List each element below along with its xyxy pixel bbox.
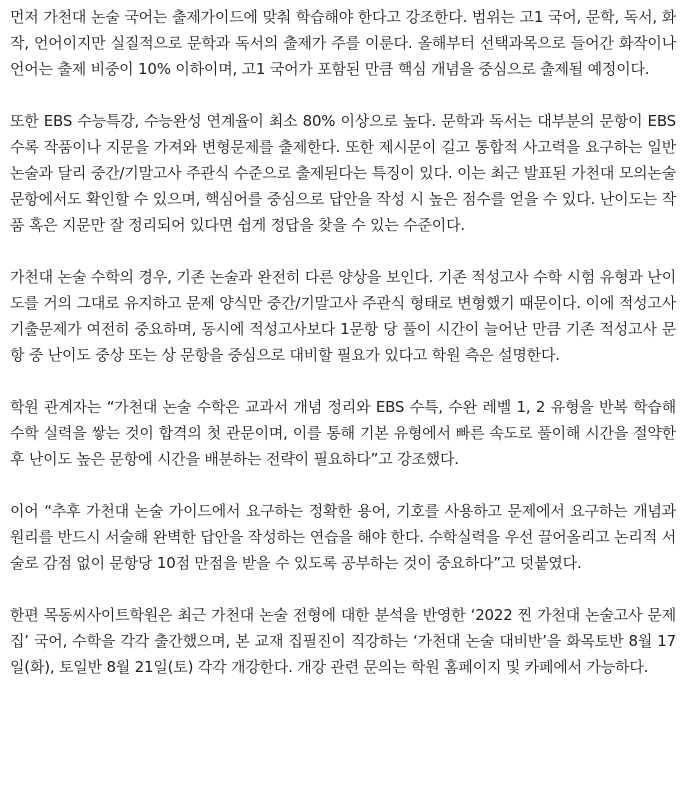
article-paragraph-4: 학원 관계자는 “가천대 논술 수학은 교과서 개념 정리와 EBS 수특, 수완 레벨 1, 2 유형을 반복 학습해 수학 실력을 쌓는 것이 합격의 첫 관문이며, 이를 통해 기본 유형에서 빠른 속도로 풀이해 시간을 절약한 후 난이도 높은 문항에 시간을 배분하는 전략이 필요하다”고 강조했다.: [10, 398, 676, 468]
article-paragraph-5: 이어 “추후 가천대 논술 가이드에서 요구하는 정확한 용어, 기호를 사용하고 문제에서 요구하는 개념과 원리를 반드시 서술해 완벽한 답안을 작성하는 연습을 해야 한다. 수학실력을 우선 끌어올리고 논리적 서술로 감점 없이 문항당 10점 만점을 받을 수 있도록 공부하는 것이 중요하다”고 덧붙였다.: [10, 502, 676, 572]
article-paragraph-6: 한편 목동씨사이트학원은 최근 가천대 논술 전형에 대한 분석을 반영한 ‘2022 찐 가천대 논술고사 문제집’ 국어, 수학을 각각 출간했으며, 본 교재 집필진이 직강하는 ‘가천대 논술 대비반’을 화목토반 8월 17일(화), 토일반 8월 21일(토) 각각 개강한다. 개강 관련 문의는 학원 홈페이지 및 카페에서 가능하다.: [10, 606, 676, 676]
article-paragraph-1: 먼저 가천대 논술 국어는 출제가이드에 맞춰 학습해야 한다고 강조한다. 범위는 고1 국어, 문학, 독서, 화작, 언어이지만 실질적으로 문학과 독서의 출제가 주를 이룬다. 올해부터 선택과목으로 들어간 화작이나 언어는 출제 비중이 10% 이하이며, 고1 국어가 포함된 만큼 핵심 개념을 중심으로 출제될 예정이다.: [10, 8, 676, 78]
article-paragraph-3: 가천대 논술 수학의 경우, 기존 논술과 완전히 다른 양상을 보인다. 기존 적성고사 수학 시험 유형과 난이도를 거의 그대로 유지하고 문제 양식만 중간/기말고사 주관식 형태로 변형했기 때문이다. 이에 적성고사 기출문제가 여전히 중요하며, 동시에 적성고사보다 1문항 당 풀이 시간이 늘어난 만큼 기존 적성고사 문항 중 난이도 중상 또는 상 문항을 중심으로 대비할 필요가 있다고 학원 측은 설명한다.: [10, 268, 676, 364]
article-paragraph-2: 또한 EBS 수능특강, 수능완성 연계율이 최소 80% 이상으로 높다. 문학과 독서는 대부분의 문항이 EBS 수록 작품이나 지문을 가져와 변형문제를 출제한다. 또한 제시문이 길고 통합적 사고력을 요구하는 일반 논술과 달리 중간/기말고사 주관식 수준으로 출제된다는 특징이 있다. 이는 최근 발표된 가천대 모의논술 문항에서도 확인할 수 있으며, 핵심어를 중심으로 답안을 작성 시 높은 점수를 얻을 수 있다. 난이도는 작품 혹은 지문만 잘 정리되어 있다면 쉽게 정답을 찾을 수 있는 수준이다.: [10, 112, 676, 234]
